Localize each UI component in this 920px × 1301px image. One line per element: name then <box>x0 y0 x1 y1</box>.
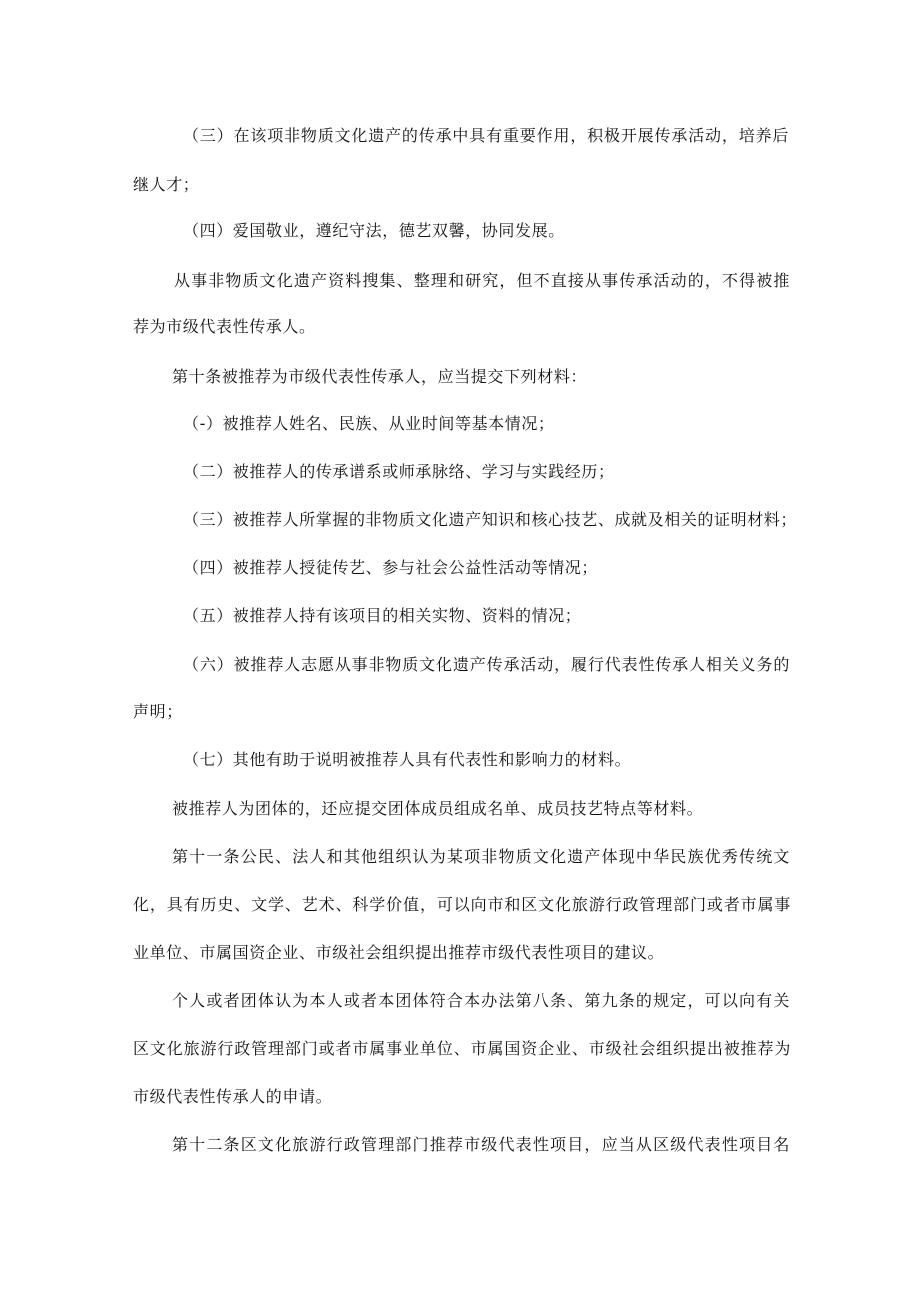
text-line: （六）被推荐人志愿从事非物质文化遗产传承活动，履行代表性传承人相关义务的 <box>183 655 791 674</box>
text-line: 荐为市级代表性传承人。 <box>133 317 316 336</box>
text-line: 区文化旅游行政管理部门或者市属事业单位、市属国资企业、市级社会组织提出被推荐为 <box>133 1039 792 1058</box>
text-line: 声明； <box>133 702 183 721</box>
text-line: 第十条被推荐为市级代表性传承人，应当提交下列材料： <box>172 367 588 386</box>
text-line: （五）被推荐人持有该项目的相关实物、资料的情况； <box>183 606 582 625</box>
text-line: （四）被推荐人授徒传艺、参与社会公益性活动等情况； <box>183 558 599 577</box>
text-line: 第十二条区文化旅游行政管理部门推荐市级代表性项目，应当从区级代表性项目名 <box>172 1135 791 1154</box>
text-line: 继人才； <box>133 175 200 194</box>
text-line: （三）被推荐人所掌握的非物质文化遗产知识和核心技艺、成就及相关的证明材料； <box>183 510 797 529</box>
text-line: （三）在该项非物质文化遗产的传承中具有重要作用，积极开展传承活动，培养后 <box>183 126 790 145</box>
text-line: （二）被推荐人的传承谱系或师承脉络、学习与实践经历； <box>183 462 615 481</box>
text-line: （-）被推荐人姓名、民族、从业时间等基本情况； <box>183 414 555 433</box>
text-line: 个人或者团体认为本人或者本团体符合本办法第八条、第九条的规定，可以向有关 <box>172 991 791 1010</box>
text-line: 业单位、市属国资企业、市级社会组织提出推荐市级代表性项目的建议。 <box>133 943 665 962</box>
text-line: 第十一条公民、法人和其他组织认为某项非物质文化遗产体现中华民族优秀传统文 <box>172 847 791 866</box>
text-line: 化，具有历史、文学、艺术、科学价值，可以向市和区文化旅游行政管理部门或者市属事 <box>133 895 792 914</box>
text-line: （四）爱国敬业，遵纪守法，德艺双馨，协同发展。 <box>183 221 565 240</box>
text-line: （七）其他有助于说明被推荐人具有代表性和影响力的材料。 <box>183 750 632 769</box>
text-line: 被推荐人为团体的，还应提交团体成员组成名单、成员技艺特点等材料。 <box>172 799 704 818</box>
text-line: 从事非物质文化遗产资料搜集、整理和研究，但不直接从事传承活动的，不得被推 <box>174 271 791 290</box>
text-line: 市级代表性传承人的申请。 <box>133 1087 333 1106</box>
